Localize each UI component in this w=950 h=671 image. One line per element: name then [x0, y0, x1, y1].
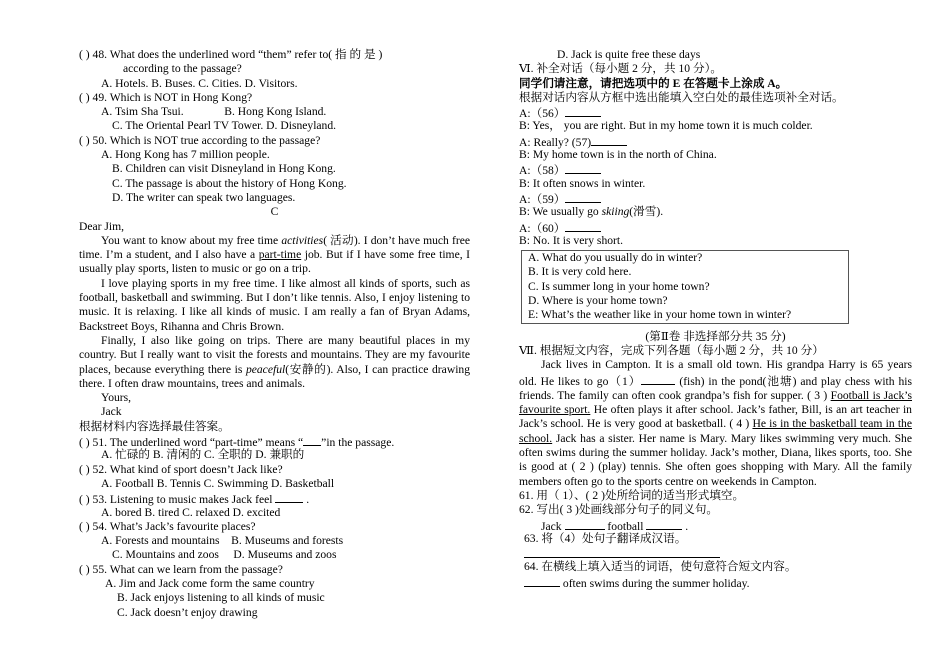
- box-option-d: D. Where is your home town?: [528, 294, 668, 308]
- dialogue-line-b3: B: It often snows in winter.: [519, 176, 646, 190]
- dialogue-line-59: A:（59）: [519, 191, 912, 205]
- left-column: [79, 48, 470, 620]
- letter-paragraph-3: Finally, I also like going on trips. There are many beautiful places in my country. But I really want to visit the forests and mountains. They are my favourite places, because everything there is peaceful(安静的). Also, I can practice drawing there. I often draw mountains, trees and animals.: [79, 333, 471, 390]
- q64-line: often swims during the summer holiday.: [519, 575, 912, 589]
- dialogue-line-b5: B: No. It is very short.: [519, 233, 624, 247]
- questions-instruction: 根据材料内容选择最佳答案。: [79, 419, 230, 433]
- q62-answer-line: Jack football .: [541, 519, 689, 533]
- q54-options-cd: C. Mountains and zoos D. Museums and zoos: [112, 548, 337, 562]
- letter-paragraph-1: You want to know about my free time activities( 活动). I don’t have much free time. I’m a student, and I also have a part-time job. But if I have some free time, I usually play sports, listen to music or go on a trip.: [79, 233, 470, 276]
- q50-option-a: A. Hong Kong has 7 million people.: [101, 148, 270, 162]
- q52-stem: ( ) 52. What kind of sport doesn’t Jack like?: [79, 462, 283, 476]
- q61: 61. 用（ 1）、( 2 )处所给词的适当形式填空。: [519, 488, 745, 502]
- options-box: [521, 250, 849, 323]
- box-option-e: E: What’s the weather like in your home town in winter?: [528, 308, 792, 322]
- section-6-instruction: 根据对话内容从方框中选出能填入空白处的最佳选项补全对话。: [519, 90, 844, 104]
- section-c-heading: C: [270, 205, 279, 219]
- box-option-c: C. Is summer long in your home town?: [528, 279, 710, 293]
- q51-stem: ( ) 51. The underlined word “part-time” means “ ”in the passage.: [79, 436, 395, 450]
- q55-option-c: C. Jack doesn’t enjoy drawing: [117, 605, 258, 619]
- q53-stem: ( ) 53. Listening to music makes Jack feel .: [79, 493, 310, 507]
- part-time-underlined: part-time: [258, 248, 302, 262]
- q50-option-d: D. The writer can speak two languages.: [112, 190, 296, 204]
- dialogue-line-b4: B: We usually go skiing(滑雪).: [519, 205, 664, 219]
- q55-option-d: D. Jack is quite free these days: [557, 48, 701, 61]
- q54-options-ab: A. Forests and mountains B. Museums and forests: [101, 534, 344, 548]
- dialogue-line-b1: B: Yes， you are right. But in my home town it is much colder.: [519, 119, 813, 133]
- q53-options: A. bored B. tired C. relaxed D. excited: [101, 505, 281, 519]
- q50-option-c: C. The passage is about the history of Hong Kong.: [112, 176, 347, 190]
- underlined-sentence-3: Football is Jack’s favourite sport.: [519, 388, 913, 417]
- box-option-a: A. What do you usually do in winter?: [528, 251, 703, 265]
- section-6-notice: 同学们请注意，请把选项中的 E 在答题卡上涂成 A。: [519, 76, 788, 90]
- dialogue-line-b2: B: My home town is in the north of China.: [519, 148, 717, 162]
- q48-options: A. Hotels. B. Buses. C. Cities. D. Visitors.: [101, 76, 298, 90]
- q49-options-cd: C. The Oriental Pearl TV Tower. D. Disneyland.: [112, 119, 337, 133]
- section-7-passage: Jack lives in Campton. It is a small old town. His grandpa Harry is 65 years old. He likes to go（1） (fish) in the pond(池塘) and play chess with his friends. The family can often cook grandpa’s fish for supper. ( 3 ) Football is Jack’s favourite sport. He often plays it after school. Jack’s father, Bill, is an art teacher in Jack’s school. He is very good at basketball. ( 4 ) He is in the basketball team in the school. Jack has a sister. Her name is Mary. Mary likes swimming very much. She often swims during the summer holiday. Jack’s mother, Diana, likes sports, too. She is good at ( 2 ) (play) tennis. She often goes shopping with Mary. All the family members often go to the sports centre on weekends in Campton.: [519, 358, 913, 488]
- letter-greeting: Dear Jim,: [79, 219, 125, 233]
- q48-stem-cont: according to the passage?: [123, 62, 242, 76]
- q48-stem: ( ) 48. What does the underlined word “them” refer to( 指 的 是 ): [79, 48, 383, 61]
- q50-option-b: B. Children can visit Disneyland in Hong Kong.: [112, 162, 336, 176]
- dialogue-line-57: A: Really? (57): [519, 134, 912, 148]
- q54-stem: ( ) 54. What’s Jack’s favourite places?: [79, 519, 256, 533]
- q55-option-a: A. Jim and Jack come form the same country: [105, 576, 315, 590]
- q50-stem: ( ) 50. Which is NOT true according to the passage?: [79, 133, 321, 147]
- q49-stem: ( ) 49. Which is NOT in Hong Kong?: [79, 90, 253, 104]
- underlined-sentence-4: He is in the basketball team in the school.: [519, 417, 912, 445]
- section-6-title: Ⅵ. 补全对话（每小题 2 分，共 10 分）。: [519, 62, 722, 76]
- right-column: [519, 48, 912, 589]
- letter-closing: Yours,: [101, 391, 132, 405]
- q49-options-ab: A. Tsim Sha Tsui. B. Hong Kong Island.: [101, 105, 327, 119]
- q55-option-b: B. Jack enjoys listening to all kinds of music: [117, 591, 325, 605]
- dialogue-line-60: A:（60）: [519, 220, 912, 234]
- q52-options: A. Football B. Tennis C. Swimming D. Basketball: [101, 476, 335, 490]
- q55-stem: ( ) 55. What can we learn from the passage?: [79, 562, 283, 576]
- q62: 62. 写出( 3 )处画线部分句子的同义句。: [519, 503, 719, 517]
- letter-signature: Jack: [101, 405, 122, 419]
- box-option-b: B. It is very cold here.: [528, 265, 632, 279]
- dialogue-line-58: A:（58）: [519, 162, 912, 176]
- q64: 64. 在横线上填入适当的词语，使句意符合短文内容。: [524, 560, 797, 574]
- letter-paragraph-2: I love playing sports in my free time. I like almost all kinds of sports, such as football, basketball and swimming. But I don’t like tennis. Also, I enjoy listening to music. It is relaxing. I like all kinds of music. I am really a fan of Bryan Adams, Backstreet Boys, Rihanna and Chris Brown.: [79, 276, 470, 333]
- section-7-title: Ⅶ. 根据短文内容，完成下列各题（每小题 2 分，共 10 分）: [519, 343, 824, 357]
- dialogue-line-56: A:（56）: [519, 105, 912, 119]
- q63: 63. 将（4）处句子翻译成汉语。: [524, 531, 687, 545]
- q63-answer-line: [519, 546, 912, 560]
- part-2-heading: (第Ⅱ卷 非选择部分共 35 分): [645, 329, 786, 343]
- q51-options: A. 忙碌的 B. 清闲的 C. 全职的 D. 兼职的: [101, 448, 305, 462]
